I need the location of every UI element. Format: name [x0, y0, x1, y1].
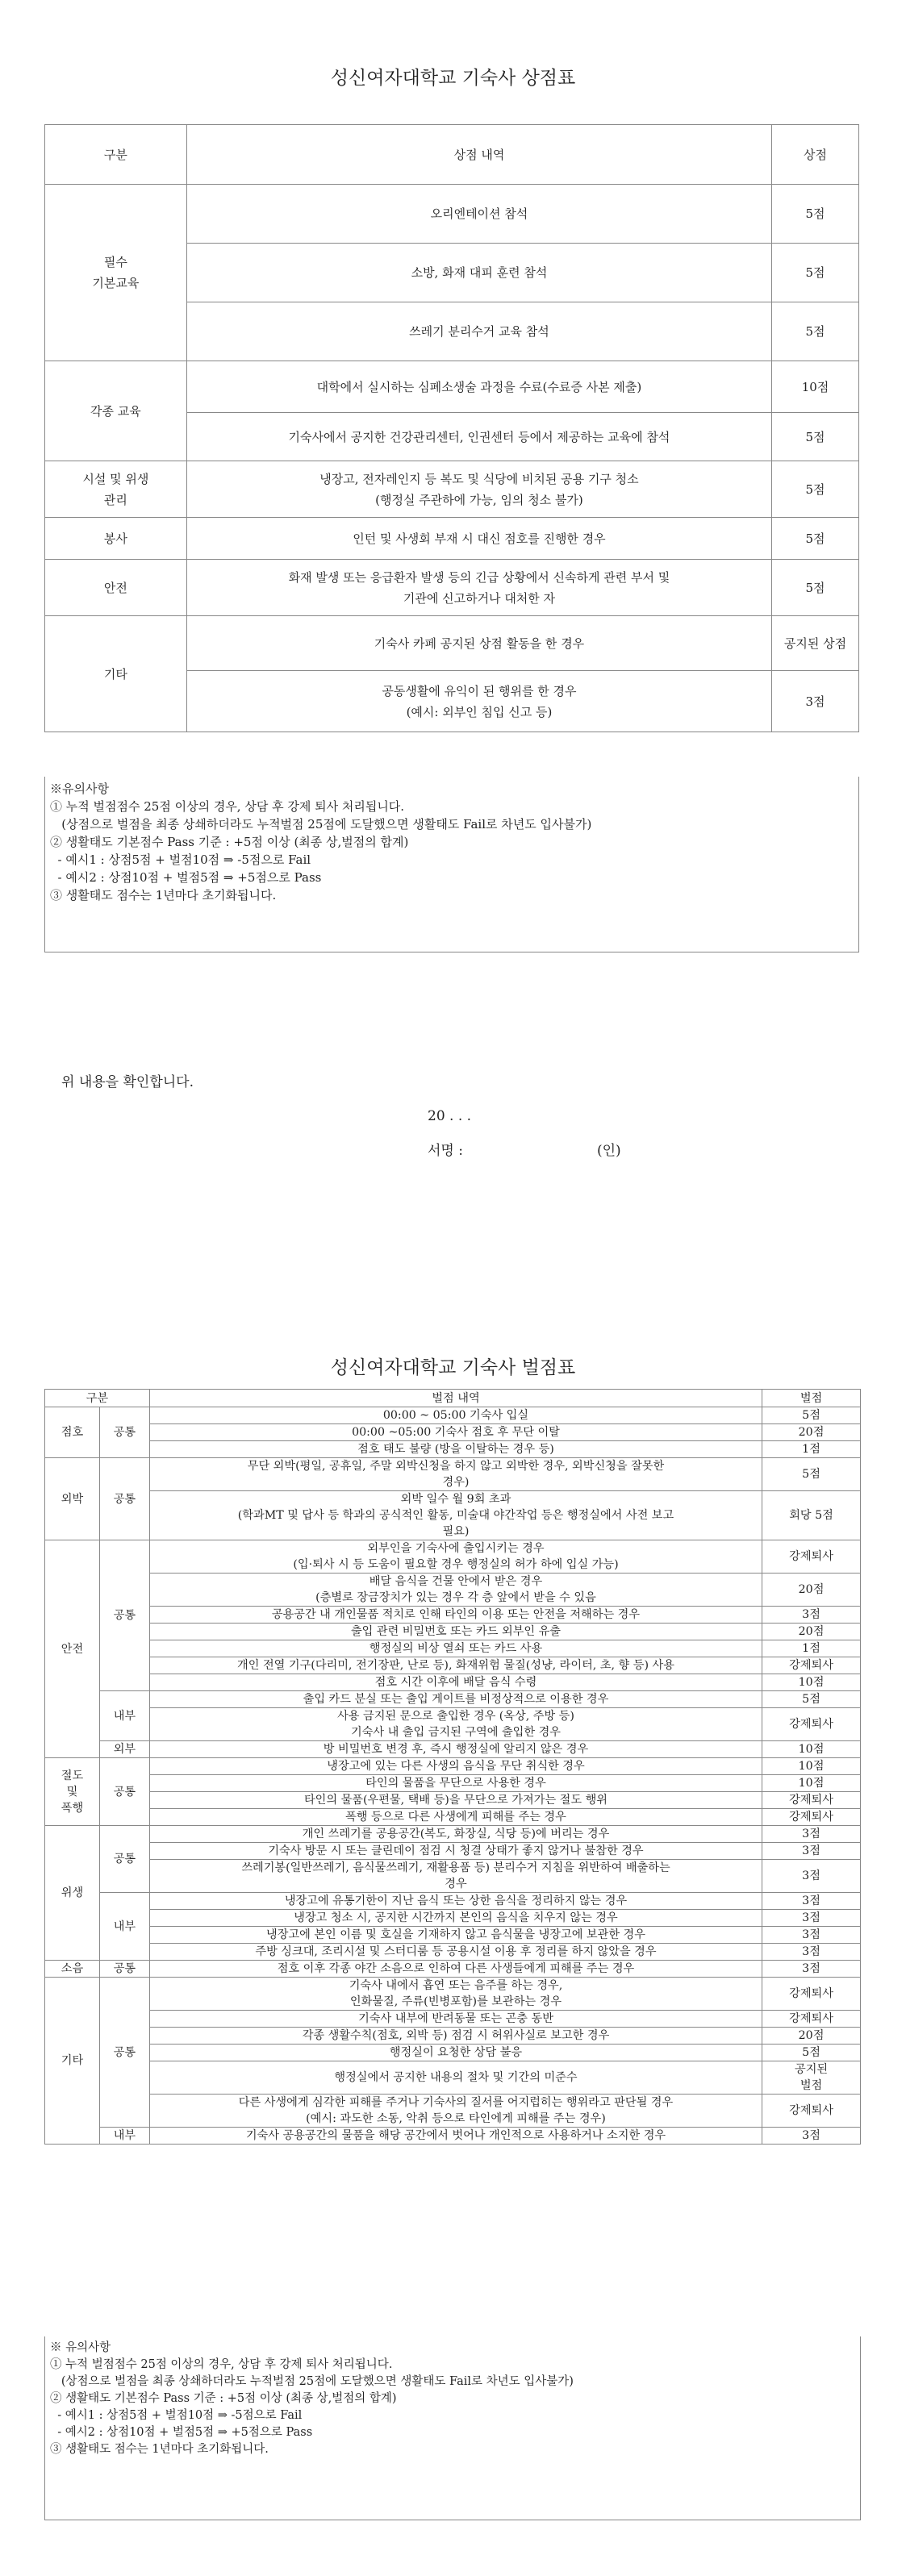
detail-cell: 00:00 ~05:00 기숙사 점호 후 무단 이탈: [149, 1424, 762, 1441]
table-row: [45, 1407, 861, 1424]
table-row: [45, 461, 859, 518]
subcategory-cell: 공통: [99, 1540, 149, 1691]
points-cell: 1점: [762, 1640, 861, 1657]
detail-cell: 행정실의 비상 열쇠 또는 카드 사용: [149, 1640, 762, 1657]
category-cell: 점호: [45, 1407, 100, 1458]
points-cell: 5점: [762, 2045, 861, 2061]
header-points: 상점: [772, 125, 859, 185]
subcategory-cell: 내부: [99, 2128, 149, 2145]
table-row: [45, 1843, 861, 1860]
note-line: (상점으로 벌점을 최종 상쇄하더라도 누적벌점 25점에 도달했으면 생활태도 Fail로 차년도 입사불가): [50, 817, 592, 832]
category-cell: 위생: [45, 1826, 100, 1961]
points-cell: 20점: [762, 1574, 861, 1607]
detail-cell: 공용공간 내 개인물품 적치로 인해 타인의 이용 또는 안전을 저해하는 경우: [149, 1607, 762, 1624]
points-cell: 3점: [762, 1607, 861, 1624]
table-row: [45, 2061, 861, 2095]
detail-cell: 대학에서 실시하는 심폐소생술 과정을 수료(수료증 사본 제출): [186, 361, 771, 413]
table-row: [45, 1424, 861, 1441]
table-row: [45, 1927, 861, 1944]
points-cell: 3점: [762, 1927, 861, 1944]
notes-heading: ※유의사항: [50, 782, 109, 796]
note-line: ③ 생활태도 점수는 1년마다 초기화됩니다.: [50, 2443, 269, 2456]
merit-table: [44, 124, 859, 732]
header-category: 구분: [45, 1390, 150, 1407]
table-row: [45, 1944, 861, 1961]
points-cell: 3점: [762, 1826, 861, 1843]
points-cell: 3점: [762, 2128, 861, 2145]
table-row: [45, 518, 859, 560]
points-cell: 3점: [762, 1843, 861, 1860]
table-row: [45, 1607, 861, 1624]
subcategory-cell: 공통: [99, 1826, 149, 1893]
subcategory-cell: 내부: [99, 1893, 149, 1961]
points-cell: 강제퇴사: [762, 1792, 861, 1809]
table-row: [45, 2095, 861, 2128]
note-line: - 예시1 : 상점5점 + 벌점10점 ⇒ -5점으로 Fail: [50, 852, 311, 867]
points-cell: 5점: [762, 1458, 861, 1491]
table-row: [45, 1674, 861, 1691]
points-cell: 5점: [772, 413, 859, 461]
points-cell: 20점: [762, 2028, 861, 2045]
category-cell: 소음: [45, 1961, 100, 1978]
category-cell: 안전: [45, 1540, 100, 1758]
table-row: [45, 616, 859, 671]
points-cell: 강제퇴사: [762, 1978, 861, 2011]
note-line: ② 생활태도 기본점수 Pass 기준 : +5점 이상 (최종 상,벌점의 합계): [50, 835, 409, 849]
table-row: [45, 1758, 861, 1775]
points-cell: 강제퇴사: [762, 1708, 861, 1741]
subcategory-cell: 공통: [99, 1458, 149, 1540]
points-cell: 3점: [762, 1944, 861, 1961]
points-cell: 10점: [762, 1775, 861, 1792]
detail-cell: 냉장고에 있는 다른 사생의 음식을 무단 취식한 경우: [149, 1758, 762, 1775]
detail-cell: 소방, 화재 대피 훈련 참석: [186, 244, 771, 302]
header-points: 벌점: [762, 1390, 861, 1407]
subcategory-cell: 내부: [99, 1691, 149, 1741]
table-row: [45, 1978, 861, 2011]
detail-cell: 행정실에서 공지한 내용의 절차 및 기간의 미준수: [149, 2061, 762, 2095]
points-cell: 5점: [772, 560, 859, 616]
table-row: [45, 1893, 861, 1910]
table-row: [45, 1574, 861, 1607]
detail-cell: 점호 이후 각종 야간 소음으로 인하여 다른 사생들에게 피해를 주는 경우: [149, 1961, 762, 1978]
table-row: [45, 1775, 861, 1792]
detail-cell: 행정실이 요청한 상담 불응: [149, 2045, 762, 2061]
table-row: [45, 1540, 861, 1574]
points-cell: 5점: [772, 518, 859, 560]
points-cell: 3점: [762, 1860, 861, 1893]
points-cell: 5점: [772, 302, 859, 361]
detail-cell: 폭행 등으로 다른 사생에게 피해를 주는 경우: [149, 1809, 762, 1826]
subcategory-cell: 공통: [99, 1407, 149, 1458]
table-row: [45, 1910, 861, 1927]
table-row: [45, 185, 859, 244]
header-details: 벌점 내역: [149, 1390, 762, 1407]
table-row: [45, 1491, 861, 1540]
points-cell: 10점: [762, 1758, 861, 1775]
penalty-notes: [44, 2336, 861, 2520]
detail-cell: 출입 관련 비밀번호 또는 카드 외부인 유출: [149, 1624, 762, 1640]
table-row: [45, 2011, 861, 2028]
table-row: [45, 560, 859, 616]
points-cell: 3점: [762, 1910, 861, 1927]
detail-cell: 냉장고, 전자레인지 등 복도 및 식당에 비치된 공용 기구 청소 (행정실 주관하에 가능, 임의 청소 불가): [186, 461, 771, 518]
detail-cell: 냉장고 청소 시, 공지한 시간까지 본인의 음식을 치우지 않는 경우: [149, 1910, 762, 1927]
detail-cell: 기숙사 내에서 흡연 또는 음주를 하는 경우, 인화물질, 주류(빈병포함)를 보관하는 경우: [149, 1978, 762, 2011]
table-row: [45, 1860, 861, 1893]
category-cell: 기타: [45, 1978, 100, 2145]
table-row: [45, 1826, 861, 1843]
points-cell: 20점: [762, 1624, 861, 1640]
detail-cell: 개인 전열 기구(다리미, 전기장판, 난로 등), 화재위험 물질(성냥, 라이터, 초, 향 등) 사용: [149, 1657, 762, 1674]
points-cell: 강제퇴사: [762, 1809, 861, 1826]
points-cell: 10점: [772, 361, 859, 413]
detail-cell: 기숙사 공용공간의 물품을 해당 공간에서 벗어나 개인적으로 사용하거나 소지한 경우: [149, 2128, 762, 2145]
merit-table-title: 성신여자대학교 기숙사 상점표: [330, 68, 576, 89]
detail-cell: 사용 금지된 문으로 출입한 경우 (옥상, 주방 등) 기숙사 내 출입 금지된 구역에 출입한 경우: [149, 1708, 762, 1741]
detail-cell: 타인의 물품(우편물, 택배 등)을 무단으로 가져가는 절도 행위: [149, 1792, 762, 1809]
notes-heading: ※ 유의사항: [50, 2341, 111, 2354]
note-line: - 예시2 : 상점10점 + 벌점5점 ⇒ +5점으로 Pass: [50, 2426, 313, 2439]
table-row: [45, 1640, 861, 1657]
table-row: [45, 1458, 861, 1491]
points-cell: 3점: [762, 1961, 861, 1978]
detail-cell: 기숙사 방문 시 또는 클린데이 점검 시 청결 상태가 좋지 않거나 불참한 경우: [149, 1843, 762, 1860]
detail-cell: 쓰레기 분리수거 교육 참석: [186, 302, 771, 361]
penalty-table-title: 성신여자대학교 기숙사 벌점표: [330, 1357, 576, 1378]
detail-cell: 무단 외박(평일, 공휴일, 주말 외박신청을 하지 않고 외박한 경우, 외박신청을 잘못한 경우): [149, 1458, 762, 1491]
detail-cell: 방 비밀번호 변경 후, 즉시 행정실에 알리지 않은 경우: [149, 1741, 762, 1758]
points-cell: 1점: [762, 1441, 861, 1458]
table-row: [45, 2128, 861, 2145]
subcategory-cell: 외부: [99, 1741, 149, 1758]
detail-cell: 00:00 ~ 05:00 기숙사 입실: [149, 1407, 762, 1424]
category-cell: 절도 및 폭행: [45, 1758, 100, 1826]
note-line: ① 누적 벌점점수 25점 이상의 경우, 상담 후 강제 퇴사 처리됩니다.: [50, 2358, 393, 2371]
detail-cell: 외박 일수 월 9회 초과 (학과MT 및 답사 등 학과의 공식적인 활동, 미술대 야간작업 등은 행정실에서 사전 보고 필요): [149, 1491, 762, 1540]
points-cell: 5점: [772, 185, 859, 244]
points-cell: 강제퇴사: [762, 1540, 861, 1574]
header-details: 상점 내역: [186, 125, 771, 185]
points-cell: 5점: [772, 244, 859, 302]
detail-cell: 쓰레기봉(일반쓰레기, 음식물쓰레기, 재활용품 등) 분리수거 지침을 위반하여 배출하는 경우: [149, 1860, 762, 1893]
category-cell: 기타: [45, 616, 187, 732]
table-row: [45, 361, 859, 413]
points-cell: 10점: [762, 1674, 861, 1691]
merit-notes: [44, 777, 859, 952]
table-row: [45, 2045, 861, 2061]
category-cell: 봉사: [45, 518, 187, 560]
points-cell: 공지된 상점: [772, 616, 859, 671]
points-cell: 5점: [762, 1691, 861, 1708]
detail-cell: 개인 쓰레기를 공용공간(복도, 화장실, 식당 등)에 버리는 경우: [149, 1826, 762, 1843]
note-line: - 예시1 : 상점5점 + 벌점10점 ⇒ -5점으로 Fail: [50, 2409, 303, 2422]
detail-cell: 출입 카드 분실 또는 출입 게이트를 비정상적으로 이용한 경우: [149, 1691, 762, 1708]
subcategory-cell: 공통: [99, 1758, 149, 1826]
table-row: [45, 1741, 861, 1758]
header-category: 구분: [45, 125, 187, 185]
note-line: (상점으로 벌점을 최종 상쇄하더라도 누적벌점 25점에 도달했으면 생활태도 Fail로 차년도 입사불가): [50, 2375, 574, 2388]
detail-cell: 냉장고에 유통기한이 지난 음식 또는 상한 음식을 정리하지 않는 경우: [149, 1893, 762, 1910]
table-row: [45, 1708, 861, 1741]
detail-cell: 오리엔테이션 참석: [186, 185, 771, 244]
detail-cell: 타인의 물품을 무단으로 사용한 경우: [149, 1775, 762, 1792]
note-line: ① 누적 벌점점수 25점 이상의 경우, 상담 후 강제 퇴사 처리됩니다.: [50, 799, 405, 814]
points-cell: 강제퇴사: [762, 2095, 861, 2128]
detail-cell: 화재 발생 또는 응급환자 발생 등의 긴급 상황에서 신속하게 관련 부서 및 기관에 신고하거나 대처한 자: [186, 560, 771, 616]
subcategory-cell: 공통: [99, 1978, 149, 2128]
detail-cell: 기숙사 카페 공지된 상점 활동을 한 경우: [186, 616, 771, 671]
table-row: [45, 1809, 861, 1826]
points-cell: 3점: [772, 671, 859, 732]
detail-cell: 주방 싱크대, 조리시설 및 스터디룸 등 공용시설 이용 후 정리를 하지 않았을 경우: [149, 1944, 762, 1961]
category-cell: 안전: [45, 560, 187, 616]
table-row: [45, 1624, 861, 1640]
note-line: ② 생활태도 기본점수 Pass 기준 : +5점 이상 (최종 상,벌점의 합계): [50, 2392, 397, 2405]
detail-cell: 배달 음식을 건물 안에서 받은 경우 (층별로 장금장치가 있는 경우 각 층 앞에서 받을 수 있음: [149, 1574, 762, 1607]
points-cell: 강제퇴사: [762, 2011, 861, 2028]
points-cell: 10점: [762, 1741, 861, 1758]
points-cell: 강제퇴사: [762, 1657, 861, 1674]
points-cell: 3점: [762, 1893, 861, 1910]
points-cell: 5점: [762, 1407, 861, 1424]
category-cell: 외박: [45, 1458, 100, 1540]
category-cell: 필수 기본교육: [45, 185, 187, 361]
subcategory-cell: 공통: [99, 1961, 149, 1978]
points-cell: 20점: [762, 1424, 861, 1441]
detail-cell: 인턴 및 사생회 부재 시 대신 점호를 진행한 경우: [186, 518, 771, 560]
detail-cell: 점호 태도 불량 (방을 이탈하는 경우 등): [149, 1441, 762, 1458]
table-row: [45, 1657, 861, 1674]
table-row: [45, 2028, 861, 2045]
detail-cell: 기숙사에서 공지한 건강관리센터, 인권센터 등에서 제공하는 교육에 참석: [186, 413, 771, 461]
table-row: [45, 1691, 861, 1708]
signature-label: 서명 :: [428, 1143, 463, 1159]
detail-cell: 다른 사생에게 심각한 피해를 주거나 기숙사의 질서를 어지럽히는 행위라고 판단될 경우 (예시: 과도한 소동, 악취 등으로 타인에게 피해를 주는 경우): [149, 2095, 762, 2128]
category-cell: 시설 및 위생 관리: [45, 461, 187, 518]
detail-cell: 공동생활에 유익이 된 행위를 한 경우 (예시: 외부인 침입 신고 등): [186, 671, 771, 732]
table-row: [45, 1441, 861, 1458]
detail-cell: 냉장고에 본인 이름 및 호실을 기재하지 않고 음식물을 냉장고에 보관한 경우: [149, 1927, 762, 1944]
confirm-text: 위 내용을 확인합니다.: [61, 1074, 194, 1090]
category-cell: 각종 교육: [45, 361, 187, 461]
detail-cell: 기숙사 내부에 반려동물 또는 곤충 동반: [149, 2011, 762, 2028]
table-row: [45, 1792, 861, 1809]
points-cell: 공지된 벌점: [762, 2061, 861, 2095]
detail-cell: 외부인을 기숙사에 출입시키는 경우 (입·퇴사 시 등 도움이 필요할 경우 행정실의 허가 하에 입실 가능): [149, 1540, 762, 1574]
penalty-table: [44, 1389, 861, 2145]
points-cell: 회당 5점: [762, 1491, 861, 1540]
note-line: ③ 생활태도 점수는 1년마다 초기화됩니다.: [50, 888, 277, 902]
signature-seal: (인): [597, 1143, 621, 1159]
confirm-date: 20 . . .: [428, 1108, 472, 1124]
table-row: [45, 1961, 861, 1978]
note-line: - 예시2 : 상점10점 + 벌점5점 ⇒ +5점으로 Pass: [50, 870, 322, 885]
detail-cell: 점호 시간 이후에 배달 음식 수령: [149, 1674, 762, 1691]
detail-cell: 각종 생활수칙(점호, 외박 등) 점검 시 허위사실로 보고한 경우: [149, 2028, 762, 2045]
points-cell: 5점: [772, 461, 859, 518]
